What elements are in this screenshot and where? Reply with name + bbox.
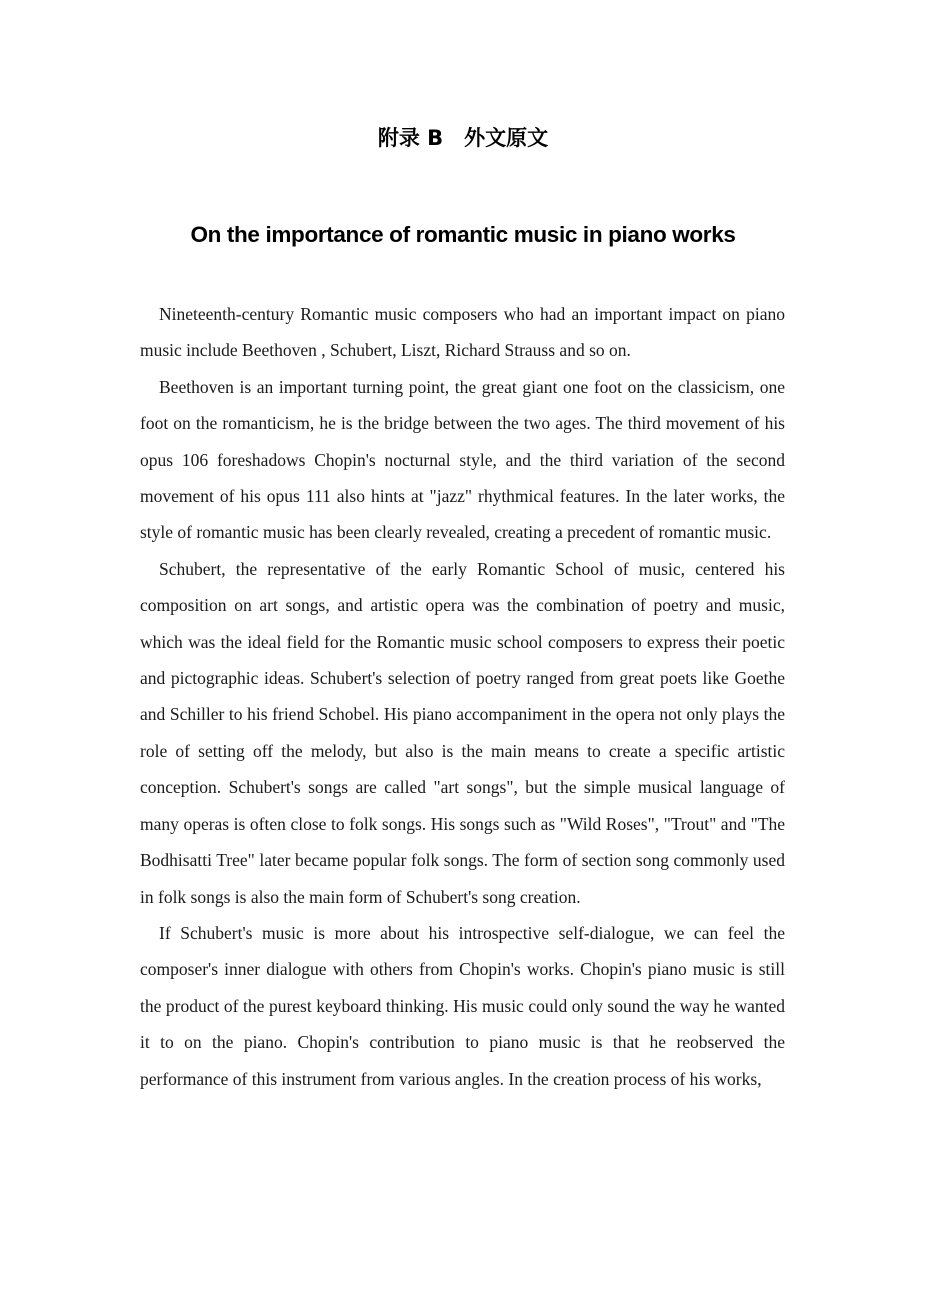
paragraph-chopin: If Schubert's music is more about his introspective self-dialogue, we can feel the composer's inner dialogue with others from Chopin's works. Chopin's piano music is still the product of the purest keyboard thinking. His music could only sound the way he wanted it to on the piano. Chopin's contribution to piano music is that he reobserved the performance of this instrument from various angles. In the creation process of his works, xyxy=(140,922,785,1089)
paragraph-beethoven: Beethoven is an important turning point, the great giant one foot on the classicism, one foot on the romanticism, he is the bridge between the two ages. The third movement of his opus 106 foreshadows Chopin's nocturnal style, and the third variation of the second movement of his opus 111 also hints at "jazz" rhythmical features. In the later works, the style of romantic music has been clearly revealed, creating a precedent of romantic music. xyxy=(140,376,785,543)
article-title: On the importance of romantic music in piano works xyxy=(190,222,736,247)
paragraph-schubert: Schubert, the representative of the early Romantic School of music, centered his composition on art songs, and artistic opera was the combination of poetry and music, which was the ideal field for the Romantic music school composers to express their poetic and pictographic ideas. Schubert's selection of poetry ranged from great poets like Goethe and Schiller to his friend Schobel. His piano accompaniment in the opera not only plays the role of setting off the melody, but also is the main means to create a specific artistic conception. Schubert's songs are called "art songs", but the simple musical language of many operas is often close to folk songs. His songs such as "Wild Roses", "Trout" and "The Bodhisatti Tree" later became popular folk songs. The form of section song commonly used in folk songs is also the main form of Schubert's song creation. xyxy=(140,558,785,907)
paragraph-intro: Nineteenth-century Romantic music composers who had an important impact on piano music include Beethoven , Schubert, Liszt, Richard Strauss and so on. xyxy=(140,304,785,361)
appendix-heading: 附录 B 外文原文 xyxy=(377,126,549,150)
article-body xyxy=(140,296,785,1097)
